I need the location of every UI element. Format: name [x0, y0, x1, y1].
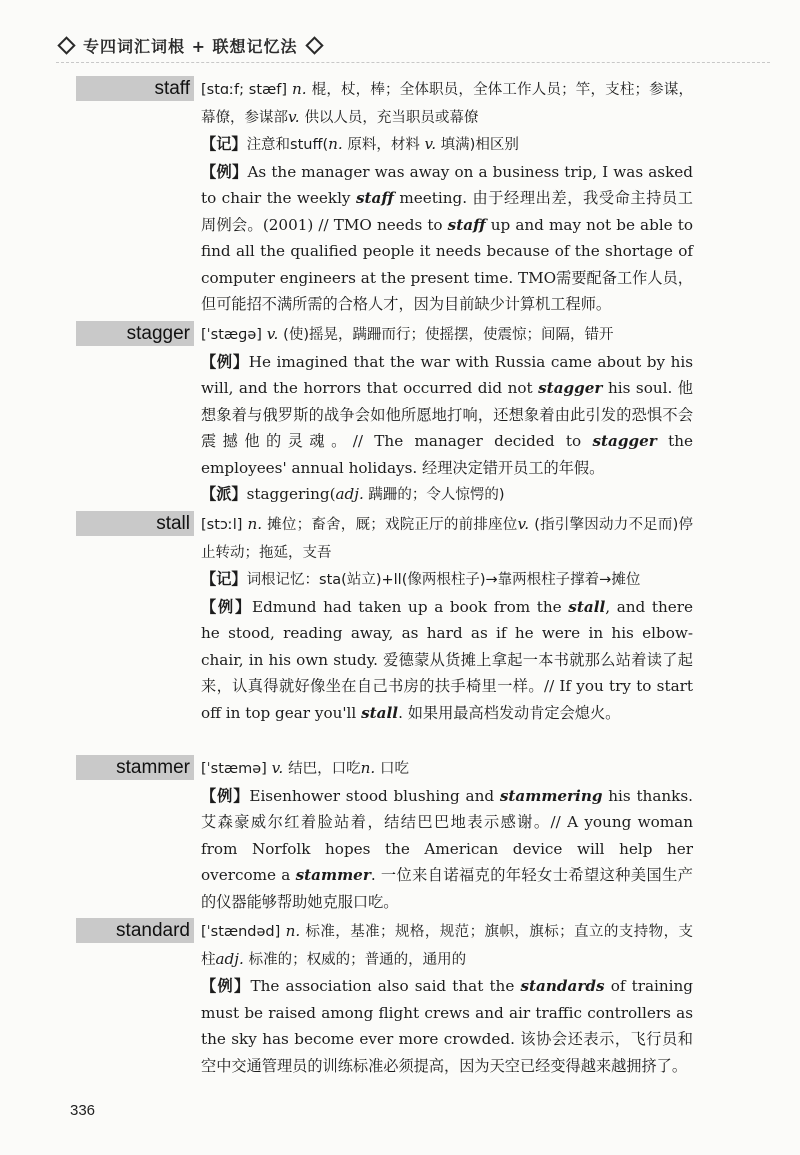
headword: stall	[76, 511, 194, 536]
headword: standard	[76, 918, 194, 943]
derivative: 【派】staggering(adj. 蹒跚的；令人惊愕的)	[201, 485, 505, 503]
example: 【例】The association also said that the standards of training must be raised among flight crews and air traffic controllers as the sky has become ever more crowded. 该协会还表示，飞行员和空中交通管理员的训练标准必须提高，因为天空已经变得越来越拥挤了。	[201, 977, 694, 1075]
header-divider	[56, 62, 770, 63]
definition: [stɑːf; stæf] n. 棍，杖，棒；全体职员，全体工作人员；竿，支柱；参谋，幕僚，参谋部v. 供以人员，充当职员或幕僚	[201, 80, 694, 126]
diamond-left-icon	[57, 36, 75, 54]
diamond-right-icon	[305, 36, 323, 54]
definition: [stɔːl] n. 摊位；畜舍，厩；戏院正厅的前排座位v. (指引擎因动力不足而)停止转动；拖延，支吾	[201, 515, 694, 561]
entry-body	[201, 918, 693, 1079]
example: 【例】He imagined that the war with Russia came about by his will, and the horrors that occurred did not stagger his soul. 他想象着与俄罗斯的战争会如他所愿地打响，还想象着由此引发的恐惧不会震撼他的灵魂。// The manager decided to stagger the employees' annual holidays. 经理决定错开员工的年假。	[201, 352, 694, 477]
definition: [ˈstæɡə] v. (使)摇晃，蹒跚而行；使摇摆，使震惊；间隔，错开	[201, 325, 614, 343]
headword: stagger	[76, 321, 194, 346]
definition: [ˈstæmə] v. 结巴，口吃n. 口吃	[201, 759, 410, 777]
entry-body	[201, 755, 693, 915]
pronunciation: [ˈstæmə]	[201, 761, 267, 777]
page-number: 336	[70, 1102, 96, 1119]
entry-body	[201, 76, 693, 318]
memory-note: 【记】注意和stuff(n. 原料，材料 v. 填满)相区别	[201, 135, 519, 153]
entry-body	[201, 321, 693, 509]
headword: stammer	[76, 755, 194, 780]
entry-body	[201, 511, 693, 726]
example: 【例】As the manager was away on a business trip, I was asked to chair the weekly staff meeting. 由于经理出差，我受命主持员工周例会。(2001) // TMO needs to staff up and may not be able to find all the qualified people it needs because of the shortage of computer engineers at the present time. TMO需要配备工作人员，但可能招不满所需的合格人才，因为目前缺少计算机工程师。	[201, 162, 694, 313]
header-title: 专四词汇词根 + 联想记忆法	[83, 37, 298, 56]
memory-note: 【记】词根记忆：sta(站立)+ll(像两根柱子)→靠两根柱子撑着→摊位	[201, 570, 641, 588]
pronunciation: [ˈstændəd]	[201, 924, 281, 940]
definition: [ˈstændəd] n. 标准，基准；规格，规范；旗帜，旗标；直立的支持物，支柱adj. 标准的；权威的；普通的，通用的	[201, 922, 694, 968]
example: 【例】Edmund had taken up a book from the stall, and there he stood, reading away, as hard as if he were in his elbow-chair, in his own study. 爱德蒙从货摊上拿起一本书就那么站着读了起来，认真得就好像坐在自己书房的扶手椅里一样。// If you try to start off in top gear you'll stall. 如果用最高档发动肯定会熄火。	[201, 597, 694, 722]
example: 【例】Eisenhower stood blushing and stammering his thanks. 艾森豪威尔红着脸站着，结结巴巴地表示感谢。// A young woman from Norfolk hopes the American device will help her overcome a stammer. 一位来自诺福克的年轻女士希望这种美国生产的仪器能够帮助她克服口吃。	[201, 786, 693, 911]
headword: staff	[76, 76, 194, 101]
pronunciation: [stɑːf; stæf]	[201, 82, 287, 98]
pronunciation: [stɔːl]	[201, 517, 243, 533]
running-header	[56, 34, 325, 57]
pronunciation: [ˈstæɡə]	[201, 327, 262, 343]
